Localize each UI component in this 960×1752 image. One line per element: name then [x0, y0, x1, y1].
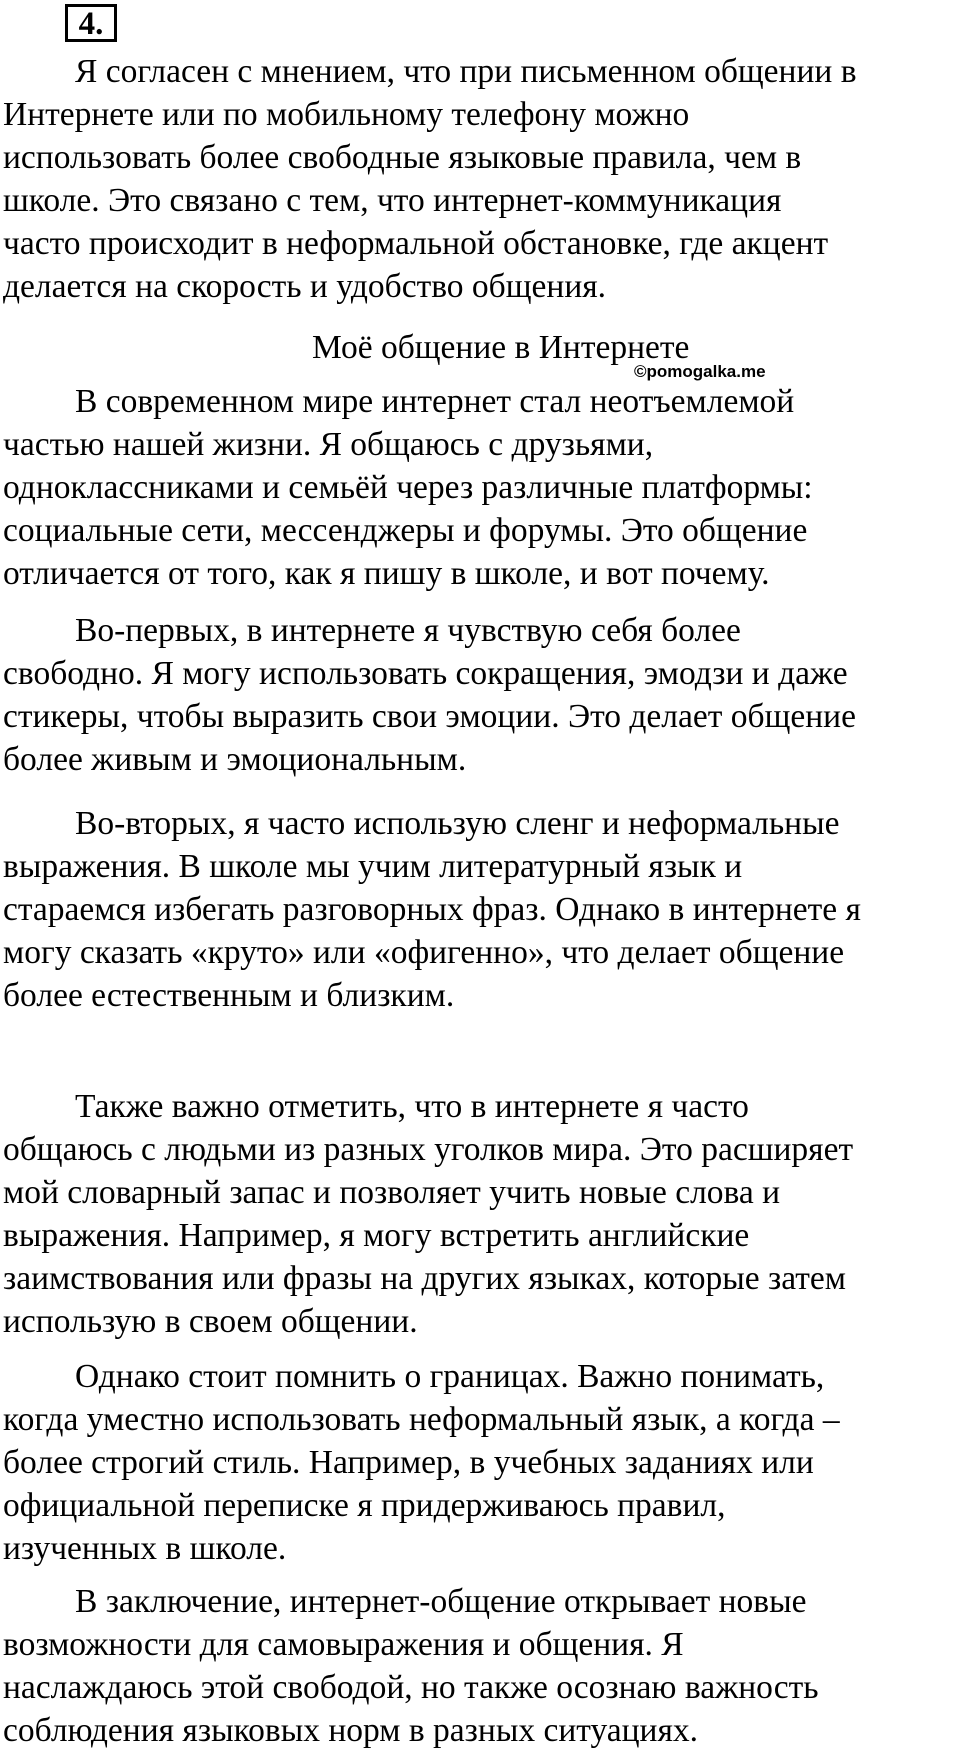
text-line: одноклассниками и семьёй через различные платформы:: [3, 469, 813, 506]
text-line: В заключение, интернет-общение открывает новые: [75, 1583, 807, 1620]
text-line: официальной переписке я придерживаюсь правил,: [3, 1487, 726, 1524]
text-line: частью нашей жизни. Я общаюсь с друзьями,: [3, 426, 654, 463]
text-line: когда уместно использовать неформальный язык, а когда –: [3, 1401, 840, 1438]
text-line: наслаждаюсь этой свободой, но также осознаю важность: [3, 1669, 819, 1706]
text-line: Однако стоит помнить о границах. Важно понимать,: [75, 1358, 825, 1395]
text-line: соблюдения языковых норм в разных ситуациях.: [3, 1712, 699, 1749]
text-line: возможности для самовыражения и общения. Я: [3, 1626, 684, 1663]
text-line: мой словарный запас и позволяет учить новые слова и: [3, 1174, 781, 1211]
text-line: социальные сети, мессенджеры и форумы. Это общение: [3, 512, 808, 549]
watermark-text: ©pomogalka.me: [634, 362, 766, 381]
text-line: более строгий стиль. Например, в учебных заданиях или: [3, 1444, 814, 1481]
text-line: изученных в школе.: [3, 1530, 287, 1567]
text-line: Интернете или по мобильному телефону можно: [3, 96, 690, 133]
text-line: В современном мире интернет стал неотъемлемой: [75, 383, 795, 420]
text-line: отличается от того, как я пишу в школе, и вот почему.: [3, 555, 770, 592]
text-line: выражения. Например, я могу встретить английские: [3, 1217, 750, 1254]
intro-paragraph: [3, 50, 958, 308]
text-line: использовать более свободные языковые правила, чем в: [3, 139, 802, 176]
text-line: более естественным и близким.: [3, 977, 455, 1014]
paragraph-1: [3, 380, 958, 595]
text-line: свободно. Я могу использовать сокращения, эмодзи и даже: [3, 655, 848, 692]
paragraph-4: [3, 1085, 958, 1343]
text-line: Также важно отметить, что в интернете я часто: [75, 1088, 749, 1125]
text-line: стикеры, чтобы выразить свои эмоции. Это делает общение: [3, 698, 856, 735]
text-line: Во-первых, в интернете я чувствую себя более: [75, 612, 741, 649]
task-number-box: 4.: [65, 4, 117, 42]
text-line: более живым и эмоциональным.: [3, 741, 467, 778]
text-line: заимствования или фразы на других языках, которые затем: [3, 1260, 846, 1297]
paragraph-5: [3, 1355, 958, 1570]
paragraph-6: [3, 1580, 958, 1752]
text-line: стараемся избегать разговорных фраз. Однако в интернете я: [3, 891, 861, 928]
text-line: часто происходит в неформальной обстановке, где акцент: [3, 225, 829, 262]
text-line: делается на скорость и удобство общения.: [3, 268, 607, 305]
text-line: выражения. В школе мы учим литературный язык и: [3, 848, 743, 885]
text-line: могу сказать «круто» или «офигенно», что делает общение: [3, 934, 845, 971]
text-line: использую в своем общении.: [3, 1303, 418, 1340]
text-line: школе. Это связано с тем, что интернет-коммуникация: [3, 182, 782, 219]
text-line: Я согласен с мнением, что при письменном общении в: [75, 53, 857, 90]
text-line: Во-вторых, я часто использую сленг и неформальные: [75, 805, 840, 842]
essay-title: Моё общение в Интернете: [312, 329, 690, 366]
paragraph-2: [3, 609, 958, 781]
paragraph-3: [3, 802, 958, 1017]
text-line: общаюсь с людьми из разных уголков мира. Это расширяет: [3, 1131, 854, 1168]
